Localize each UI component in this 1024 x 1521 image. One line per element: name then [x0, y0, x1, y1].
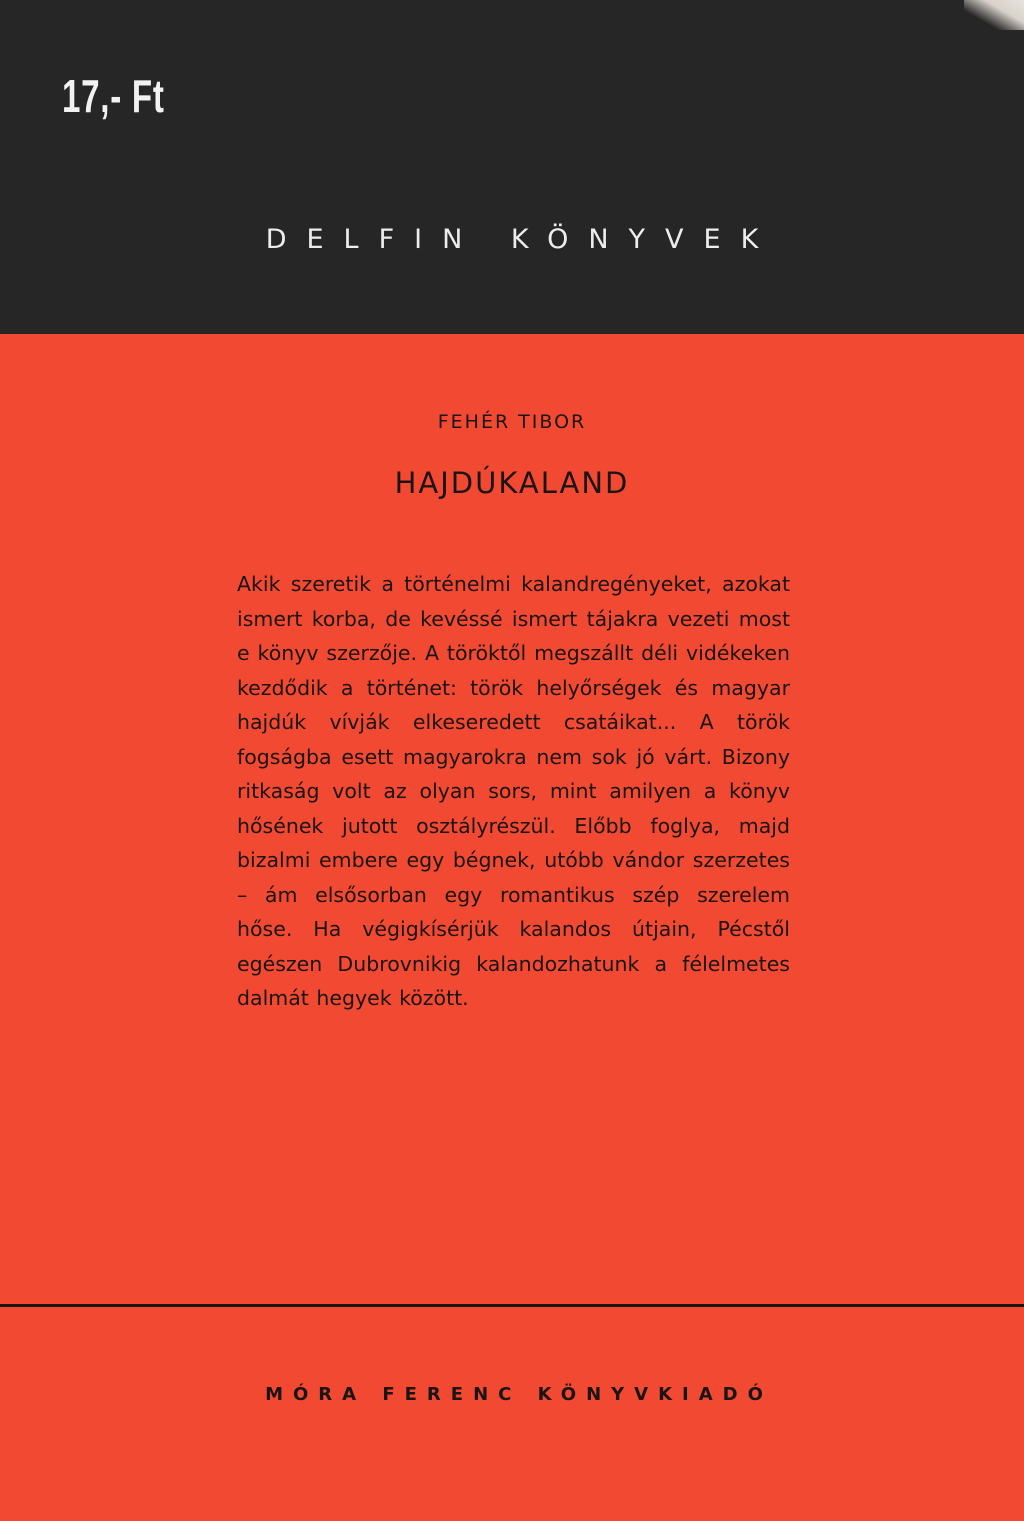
- book-title: HAJDÚKALAND: [394, 466, 630, 500]
- corner-wear: [964, 0, 1024, 30]
- price-label: 17,- Ft: [62, 70, 165, 122]
- author-name: FEHÉR TIBOR: [437, 411, 587, 433]
- divider-line: [0, 1304, 1024, 1307]
- series-name: DELFIN KÖNYVEK: [265, 224, 779, 255]
- blurb-text: Akik szeretik a történelmi kalandregényeket, azokat ismert korba, de kevéssé ismert tájakra vezeti most e könyv szerzője. A töröktől megszállt déli vidékeken kezdődik a történet: török helyőrségek és magyar hajdúk vívják elkeseredett csatáikat... A török fogságba esett magyarokra nem sok jó várt. Bizony ritkaság volt az olyan sors, mint amilyen a könyv hősének jutott osztályrészül. Előbb foglya, majd bizalmi embere egy bégnek, utóbb vándor szerzetes – ám elsősorban egy romantikus szép szerelem hőse. Ha végigkísérjük kalandos útjain, Pécstől egészen Dubrovnikig kalandozhatunk a félelmetes dalmát hegyek között.: [237, 572, 790, 1010]
- top-black-band: [0, 0, 1024, 334]
- publisher-name: MÓRA FERENC KÖNYVKIADÓ: [265, 1384, 773, 1405]
